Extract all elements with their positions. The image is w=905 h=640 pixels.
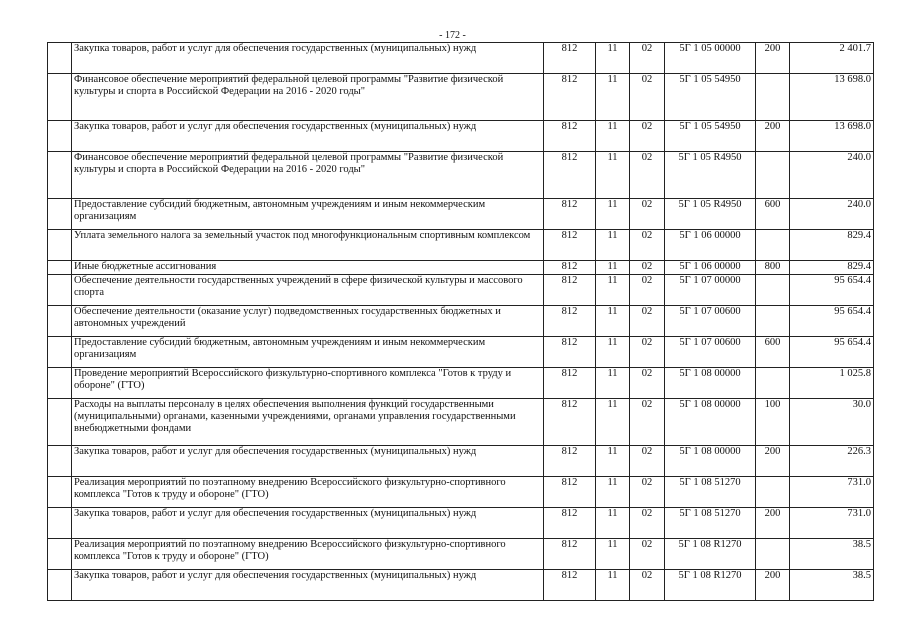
expense-type-cell bbox=[756, 306, 790, 337]
expense-type-cell bbox=[756, 368, 790, 399]
budget-table bbox=[47, 42, 874, 601]
amount-cell: 226.3 bbox=[790, 446, 874, 477]
table-row bbox=[48, 121, 874, 152]
target-article-cell: 5Г 1 08 R1270 bbox=[665, 570, 756, 601]
grbs-code-cell: 812 bbox=[544, 477, 596, 508]
target-article-cell: 5Г 1 05 R4950 bbox=[665, 152, 756, 199]
subsection-code-cell: 02 bbox=[630, 121, 665, 152]
table-row bbox=[48, 261, 874, 275]
expenditure-name-cell: Закупка товаров, работ и услуг для обеспечения государственных (муниципальных) нужд bbox=[72, 121, 544, 152]
expense-type-cell: 200 bbox=[756, 508, 790, 539]
amount-cell: 240.0 bbox=[790, 152, 874, 199]
row-marker-cell bbox=[48, 43, 72, 74]
section-code-cell: 11 bbox=[596, 74, 630, 121]
amount-cell: 240.0 bbox=[790, 199, 874, 230]
row-marker-cell bbox=[48, 477, 72, 508]
amount-cell: 38.5 bbox=[790, 539, 874, 570]
expense-type-cell: 200 bbox=[756, 570, 790, 601]
table-row bbox=[48, 306, 874, 337]
target-article-cell: 5Г 1 05 54950 bbox=[665, 121, 756, 152]
amount-cell: 1 025.8 bbox=[790, 368, 874, 399]
subsection-code-cell: 02 bbox=[630, 477, 665, 508]
amount-cell: 95 654.4 bbox=[790, 306, 874, 337]
section-code-cell: 11 bbox=[596, 121, 630, 152]
section-code-cell: 11 bbox=[596, 368, 630, 399]
amount-cell: 13 698.0 bbox=[790, 121, 874, 152]
table-row bbox=[48, 230, 874, 261]
amount-cell: 829.4 bbox=[790, 230, 874, 261]
table-row bbox=[48, 152, 874, 199]
section-code-cell: 11 bbox=[596, 43, 630, 74]
section-code-cell: 11 bbox=[596, 152, 630, 199]
subsection-code-cell: 02 bbox=[630, 230, 665, 261]
target-article-cell: 5Г 1 08 51270 bbox=[665, 508, 756, 539]
table-row bbox=[48, 539, 874, 570]
expense-type-cell: 600 bbox=[756, 337, 790, 368]
section-code-cell: 11 bbox=[596, 261, 630, 275]
subsection-code-cell: 02 bbox=[630, 508, 665, 539]
subsection-code-cell: 02 bbox=[630, 399, 665, 446]
row-marker-cell bbox=[48, 508, 72, 539]
section-code-cell: 11 bbox=[596, 539, 630, 570]
row-marker-cell bbox=[48, 152, 72, 199]
expenditure-name-cell: Реализация мероприятий по поэтапному внедрению Всероссийского физкультурно-спортивного комплекса "Готов к труду и обороне" (ГТО) bbox=[72, 477, 544, 508]
grbs-code-cell: 812 bbox=[544, 152, 596, 199]
expenditure-name-cell: Финансовое обеспечение мероприятий федеральной целевой программы "Развитие физической культуры и спорта в Российской Федерации на 2016 - 2020 годы" bbox=[72, 74, 544, 121]
expense-type-cell: 200 bbox=[756, 121, 790, 152]
table-row bbox=[48, 275, 874, 306]
section-code-cell: 11 bbox=[596, 508, 630, 539]
row-marker-cell bbox=[48, 399, 72, 446]
expenditure-name-cell: Финансовое обеспечение мероприятий федеральной целевой программы "Развитие физической культуры и спорта в Российской Федерации на 2016 - 2020 годы" bbox=[72, 152, 544, 199]
grbs-code-cell: 812 bbox=[544, 399, 596, 446]
grbs-code-cell: 812 bbox=[544, 539, 596, 570]
section-code-cell: 11 bbox=[596, 477, 630, 508]
row-marker-cell bbox=[48, 230, 72, 261]
expenditure-name-cell: Обеспечение деятельности (оказание услуг) подведомственных государственных бюджетных и автономных учреждений bbox=[72, 306, 544, 337]
subsection-code-cell: 02 bbox=[630, 275, 665, 306]
expense-type-cell bbox=[756, 539, 790, 570]
target-article-cell: 5Г 1 08 00000 bbox=[665, 368, 756, 399]
table-row bbox=[48, 446, 874, 477]
target-article-cell: 5Г 1 05 00000 bbox=[665, 43, 756, 74]
amount-cell: 731.0 bbox=[790, 508, 874, 539]
expenditure-name-cell: Закупка товаров, работ и услуг для обеспечения государственных (муниципальных) нужд bbox=[72, 43, 544, 74]
table-row bbox=[48, 199, 874, 230]
table-row bbox=[48, 337, 874, 368]
expenditure-name-cell: Закупка товаров, работ и услуг для обеспечения государственных (муниципальных) нужд bbox=[72, 508, 544, 539]
expense-type-cell bbox=[756, 230, 790, 261]
section-code-cell: 11 bbox=[596, 570, 630, 601]
expense-type-cell: 600 bbox=[756, 199, 790, 230]
expense-type-cell bbox=[756, 275, 790, 306]
target-article-cell: 5Г 1 08 R1270 bbox=[665, 539, 756, 570]
table-row bbox=[48, 508, 874, 539]
target-article-cell: 5Г 1 05 54950 bbox=[665, 74, 756, 121]
table-row bbox=[48, 74, 874, 121]
expense-type-cell: 100 bbox=[756, 399, 790, 446]
grbs-code-cell: 812 bbox=[544, 508, 596, 539]
grbs-code-cell: 812 bbox=[544, 199, 596, 230]
row-marker-cell bbox=[48, 74, 72, 121]
table-row bbox=[48, 368, 874, 399]
table-row bbox=[48, 43, 874, 74]
amount-cell: 829.4 bbox=[790, 261, 874, 275]
expense-type-cell: 800 bbox=[756, 261, 790, 275]
table-row bbox=[48, 477, 874, 508]
subsection-code-cell: 02 bbox=[630, 570, 665, 601]
grbs-code-cell: 812 bbox=[544, 446, 596, 477]
amount-cell: 38.5 bbox=[790, 570, 874, 601]
expenditure-name-cell: Проведение мероприятий Всероссийского физкультурно-спортивного комплекса "Готов к труду и обороне" (ГТО) bbox=[72, 368, 544, 399]
expenditure-name-cell: Расходы на выплаты персоналу в целях обеспечения выполнения функций государственными (муниципальными) органами, казенными учреждениями, органами управления государственными внебюджетными фондами bbox=[72, 399, 544, 446]
target-article-cell: 5Г 1 08 51270 bbox=[665, 477, 756, 508]
row-marker-cell bbox=[48, 261, 72, 275]
row-marker-cell bbox=[48, 121, 72, 152]
subsection-code-cell: 02 bbox=[630, 337, 665, 368]
amount-cell: 30.0 bbox=[790, 399, 874, 446]
grbs-code-cell: 812 bbox=[544, 261, 596, 275]
subsection-code-cell: 02 bbox=[630, 199, 665, 230]
grbs-code-cell: 812 bbox=[544, 275, 596, 306]
subsection-code-cell: 02 bbox=[630, 306, 665, 337]
amount-cell: 13 698.0 bbox=[790, 74, 874, 121]
row-marker-cell bbox=[48, 368, 72, 399]
target-article-cell: 5Г 1 08 00000 bbox=[665, 446, 756, 477]
row-marker-cell bbox=[48, 306, 72, 337]
expense-type-cell: 200 bbox=[756, 43, 790, 74]
subsection-code-cell: 02 bbox=[630, 43, 665, 74]
row-marker-cell bbox=[48, 446, 72, 477]
subsection-code-cell: 02 bbox=[630, 368, 665, 399]
grbs-code-cell: 812 bbox=[544, 306, 596, 337]
grbs-code-cell: 812 bbox=[544, 74, 596, 121]
expenditure-name-cell: Закупка товаров, работ и услуг для обеспечения государственных (муниципальных) нужд bbox=[72, 570, 544, 601]
amount-cell: 2 401.7 bbox=[790, 43, 874, 74]
target-article-cell: 5Г 1 06 00000 bbox=[665, 261, 756, 275]
grbs-code-cell: 812 bbox=[544, 121, 596, 152]
subsection-code-cell: 02 bbox=[630, 539, 665, 570]
grbs-code-cell: 812 bbox=[544, 570, 596, 601]
expense-type-cell: 200 bbox=[756, 446, 790, 477]
expenditure-name-cell: Иные бюджетные ассигнования bbox=[72, 261, 544, 275]
subsection-code-cell: 02 bbox=[630, 152, 665, 199]
row-marker-cell bbox=[48, 570, 72, 601]
amount-cell: 95 654.4 bbox=[790, 275, 874, 306]
target-article-cell: 5Г 1 05 R4950 bbox=[665, 199, 756, 230]
grbs-code-cell: 812 bbox=[544, 230, 596, 261]
section-code-cell: 11 bbox=[596, 275, 630, 306]
subsection-code-cell: 02 bbox=[630, 261, 665, 275]
expenditure-name-cell: Предоставление субсидий бюджетным, автономным учреждениям и иным некоммерческим организациям bbox=[72, 337, 544, 368]
grbs-code-cell: 812 bbox=[544, 337, 596, 368]
section-code-cell: 11 bbox=[596, 230, 630, 261]
expenditure-name-cell: Обеспечение деятельности государственных учреждений в сфере физической культуры и массового спорта bbox=[72, 275, 544, 306]
amount-cell: 95 654.4 bbox=[790, 337, 874, 368]
row-marker-cell bbox=[48, 539, 72, 570]
section-code-cell: 11 bbox=[596, 199, 630, 230]
table-row bbox=[48, 399, 874, 446]
table-row bbox=[48, 570, 874, 601]
target-article-cell: 5Г 1 06 00000 bbox=[665, 230, 756, 261]
expenditure-name-cell: Предоставление субсидий бюджетным, автономным учреждениям и иным некоммерческим организациям bbox=[72, 199, 544, 230]
row-marker-cell bbox=[48, 275, 72, 306]
expenditure-name-cell: Закупка товаров, работ и услуг для обеспечения государственных (муниципальных) нужд bbox=[72, 446, 544, 477]
section-code-cell: 11 bbox=[596, 306, 630, 337]
section-code-cell: 11 bbox=[596, 399, 630, 446]
expenditure-name-cell: Реализация мероприятий по поэтапному внедрению Всероссийского физкультурно-спортивного комплекса "Готов к труду и обороне" (ГТО) bbox=[72, 539, 544, 570]
target-article-cell: 5Г 1 07 00000 bbox=[665, 275, 756, 306]
subsection-code-cell: 02 bbox=[630, 74, 665, 121]
expense-type-cell bbox=[756, 152, 790, 199]
table-body bbox=[48, 43, 874, 601]
target-article-cell: 5Г 1 07 00600 bbox=[665, 306, 756, 337]
amount-cell: 731.0 bbox=[790, 477, 874, 508]
section-code-cell: 11 bbox=[596, 337, 630, 368]
row-marker-cell bbox=[48, 199, 72, 230]
page-number: - 172 - bbox=[439, 30, 466, 41]
grbs-code-cell: 812 bbox=[544, 43, 596, 74]
expense-type-cell bbox=[756, 74, 790, 121]
subsection-code-cell: 02 bbox=[630, 446, 665, 477]
target-article-cell: 5Г 1 07 00600 bbox=[665, 337, 756, 368]
section-code-cell: 11 bbox=[596, 446, 630, 477]
expenditure-name-cell: Уплата земельного налога за земельный участок под многофункциональным спортивным комплексом bbox=[72, 230, 544, 261]
row-marker-cell bbox=[48, 337, 72, 368]
target-article-cell: 5Г 1 08 00000 bbox=[665, 399, 756, 446]
expense-type-cell bbox=[756, 477, 790, 508]
grbs-code-cell: 812 bbox=[544, 368, 596, 399]
